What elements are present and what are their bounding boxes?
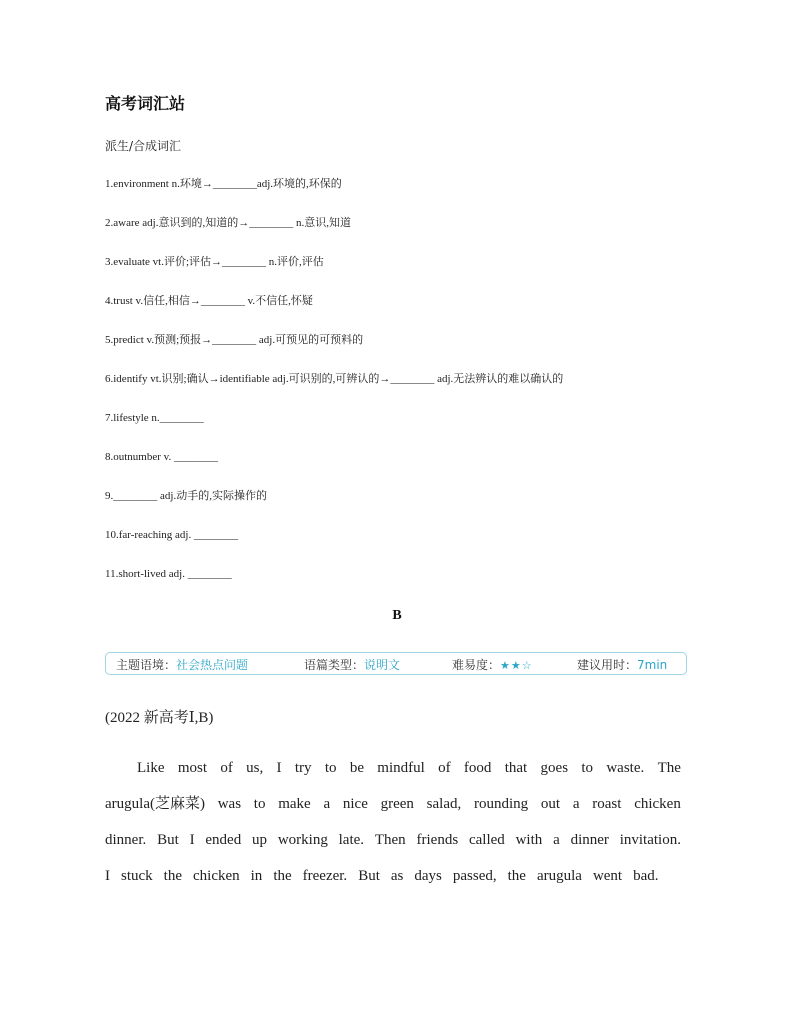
passage-word: passed, bbox=[452, 868, 497, 884]
passage-line-4 bbox=[105, 858, 681, 894]
passage-word: salad, bbox=[426, 796, 462, 812]
passage-word: of bbox=[220, 760, 233, 776]
passage-word: arugula(芝麻菜) bbox=[105, 796, 205, 812]
passage-source: (2022 新高考Ⅰ,B) bbox=[105, 710, 214, 726]
passage-word: green bbox=[380, 796, 414, 812]
difficulty-stars-icon: ★★☆ bbox=[500, 659, 533, 672]
vocab-item-4: 4.trust v.信任,相信→________ v.不信任,怀疑 bbox=[105, 295, 313, 307]
passage-word: was bbox=[217, 796, 242, 812]
info-theme-label: 主题语境： bbox=[116, 658, 177, 672]
vocab-item-2: 2.aware adj.意识到的,知道的→________ n.意识,知道 bbox=[105, 217, 351, 229]
passage-word: rounding bbox=[474, 796, 529, 812]
passage-word: the bbox=[163, 868, 182, 884]
passage-word: as bbox=[390, 868, 404, 884]
passage-word: make bbox=[278, 796, 311, 812]
info-time bbox=[577, 656, 667, 673]
passage-word: a bbox=[553, 832, 560, 848]
passage-word: be bbox=[349, 760, 364, 776]
info-difficulty-label: 难易度： bbox=[452, 658, 501, 672]
passage-word: of bbox=[438, 760, 451, 776]
passage-word: out bbox=[540, 796, 561, 812]
passage-word: dinner bbox=[570, 832, 609, 848]
vocab-item-10: 10.far-reaching adj. ________ bbox=[105, 529, 238, 541]
passage-word: up bbox=[252, 832, 268, 848]
passage-word: freezer. bbox=[302, 868, 348, 884]
passage-word: called bbox=[468, 832, 505, 848]
passage-word: that bbox=[504, 760, 528, 776]
passage-word: us, bbox=[246, 760, 264, 776]
passage-word: bad. bbox=[633, 868, 659, 884]
passage-word: chicken bbox=[193, 868, 240, 884]
vocab-item-8: 8.outnumber v. ________ bbox=[105, 451, 218, 463]
passage-word: a bbox=[572, 796, 580, 812]
passage-word: dinner. bbox=[105, 832, 147, 848]
passage-word: friends bbox=[416, 832, 459, 848]
vocab-item-11: 11.short-lived adj. ________ bbox=[105, 568, 232, 580]
passage-word: nice bbox=[342, 796, 368, 812]
passage-word: to bbox=[581, 760, 594, 776]
passage-word: in bbox=[250, 868, 263, 884]
vocab-item-5: 5.predict v.预测;预报→________ adj.可预见的可预料的 bbox=[105, 334, 364, 346]
info-theme bbox=[116, 656, 248, 673]
passage-word: with bbox=[515, 832, 543, 848]
passage-word: the bbox=[507, 868, 526, 884]
passage-word: Like bbox=[137, 760, 165, 776]
passage-word: days bbox=[414, 868, 442, 884]
info-difficulty bbox=[452, 656, 533, 673]
vocab-item-9: 9.________ adj.动手的,实际操作的 bbox=[105, 490, 267, 502]
passage-word: But bbox=[358, 868, 380, 884]
passage-word: chicken bbox=[634, 796, 681, 812]
subsection-title: 派生/合成词汇 bbox=[105, 139, 182, 153]
passage-word: try bbox=[294, 760, 312, 776]
info-genre-value: 说明文 bbox=[364, 658, 401, 672]
passage-word: to bbox=[324, 760, 337, 776]
passage-word: ended bbox=[205, 832, 242, 848]
passage-word: went bbox=[592, 868, 623, 884]
passage-word: roast bbox=[592, 796, 622, 812]
passage-word: food bbox=[463, 760, 492, 776]
passage-word: late. bbox=[338, 832, 365, 848]
passage-word: But bbox=[157, 832, 179, 848]
passage-word: I bbox=[276, 760, 282, 776]
passage-line-1 bbox=[105, 750, 681, 786]
passage-word: working bbox=[277, 832, 328, 848]
passage-word: I bbox=[189, 832, 195, 848]
info-time-label: 建议用时： bbox=[577, 658, 638, 672]
passage-word: a bbox=[323, 796, 331, 812]
section-letter: B bbox=[392, 608, 402, 623]
info-genre-label: 语篇类型： bbox=[304, 658, 365, 672]
passage-word: the bbox=[273, 868, 292, 884]
passage-word: The bbox=[657, 760, 681, 776]
passage-line-2 bbox=[105, 786, 681, 822]
vocab-item-3: 3.evaluate vt.评价;评估→________ n.评价,评估 bbox=[105, 256, 324, 268]
passage-word: goes bbox=[540, 760, 569, 776]
passage-info-box bbox=[105, 652, 687, 675]
passage-word: stuck bbox=[121, 868, 153, 884]
vocab-item-6: 6.identify vt.识别;确认→identifiable adj.可识别的,可辨认的→________ adj.无法辨认的难以确认的 bbox=[105, 373, 564, 385]
passage-word: most bbox=[177, 760, 207, 776]
vocab-list bbox=[105, 176, 725, 605]
passage-word: I bbox=[105, 868, 110, 884]
vocab-item-1: 1.environment n.环境→________adj.环境的,环保的 bbox=[105, 178, 342, 190]
section-title: 高考词汇站 bbox=[105, 94, 186, 113]
info-genre bbox=[304, 656, 400, 673]
info-time-value: 7min bbox=[637, 658, 668, 672]
passage-word: arugula bbox=[536, 868, 582, 884]
passage-line-3 bbox=[105, 822, 681, 858]
passage-word: waste. bbox=[606, 760, 645, 776]
info-theme-value: 社会热点问题 bbox=[176, 658, 249, 672]
vocab-item-7: 7.lifestyle n.________ bbox=[105, 412, 204, 424]
passage-word: mindful bbox=[377, 760, 425, 776]
passage-word: Then bbox=[374, 832, 406, 848]
passage-word: invitation. bbox=[619, 832, 681, 848]
passage-text bbox=[105, 750, 681, 894]
passage-word: to bbox=[253, 796, 266, 812]
